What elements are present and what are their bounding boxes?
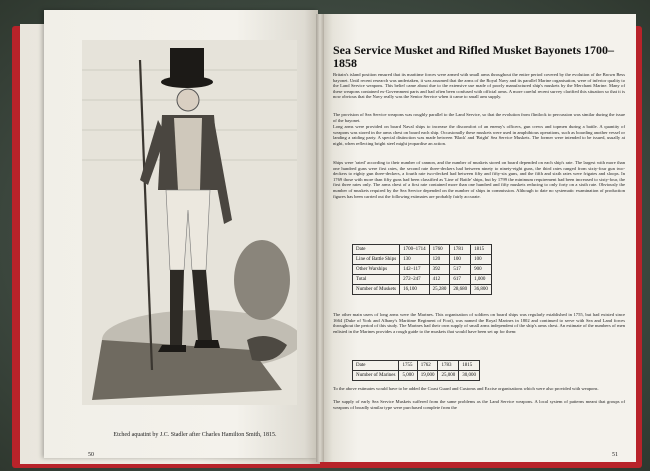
table-row: [353, 245, 492, 255]
table-cell: 1815: [471, 245, 492, 255]
soldier-etching: [82, 40, 297, 405]
table-cell: Other Warships: [353, 265, 400, 275]
table-cell: Number of Marines: [353, 371, 399, 381]
table-cell: Line of Battle Ships: [353, 255, 400, 265]
table-cell: 1760: [429, 245, 450, 255]
paragraph-4: Ships were 'rated' according to their number of cannon, and the number of muskets stored on board depended on each ship's rate. The largest with more than one hundred guns were first rates, the second rate three-deckers had between ninety to ninety-eight guns, the third rates ranged from sixty-four gun two-deckers to eighty gun three-deckers, a fourth rate two-decked had between fifty and fifty-six guns, and the fifth and sixth rates were frigates and sloops. In 1769 those with more than fifty guns had been classified as 'Line of Battle' ships, but by 1799 the minimum requirement had been increased to sixty-four, the first three rates only. The arms chest of a first rate contained more than one hundred and fifty muskets reducing to only forty on a sixth rate. Obviously the number of muskets required by the Sea Service depended on the number of ships in commission. Although to date no systematic examination of production figures has been carried out the following estimates are probably fairly accurate.: [333, 160, 625, 199]
table-cell: 25,000: [438, 371, 459, 381]
table-cell: 1783: [438, 361, 459, 371]
paragraph-1: Britain's island position ensured that its maritime forces were armed with small arms throughout the entire period covered by the evolution of the Brown Bess bayonet. Until recent research was undertaken, it was assumed that the arms of the Royal Navy and its parallel Marine organisation, were of inferior quality to the Land Service weapons. This belief came about due to the extensive use made of poorly manufactured ship's muskets by the Merchant Marine. Many of these weapons contained ex-Government parts and had often been confused with official arms. A more careful recent survey clarified this situation so that it is now obvious that the Navy really was the Senior Service when it came to small arm supply.: [333, 72, 625, 100]
paragraph-3: Long arms were provided on board Naval ships to increase the discomfort of an enemy's officers, gun crews and topmen during a battle. A quantity of weapons was stored in the arms chest on board each ship. Occasionally these muskets were used in amphibious operations, such as boarding another vessel or landing a raiding party. A special distinction was made between 'Black' and 'Bright' Sea Service Muskets. The former were intended to be issued, usually at night, when reflecting bright steel might jeopardise an action.: [333, 124, 625, 146]
table-cell: 142–117: [400, 265, 430, 275]
table-cell: 517: [450, 265, 471, 275]
table-cell: 16,100: [400, 285, 430, 295]
table-row: [353, 255, 492, 265]
table-cell: 617: [450, 275, 471, 285]
table-row: [353, 265, 492, 275]
table-cell: Number of Muskets: [353, 285, 400, 295]
table-cell: Date: [353, 361, 399, 371]
table-cell: 272–247: [400, 275, 430, 285]
chapter-title: Sea Service Musket and Rifled Musket Bayonets 1700–1858: [333, 43, 614, 70]
table-cell: 1,000: [471, 275, 492, 285]
marines-table: [352, 360, 480, 381]
table-cell: 28,680: [450, 285, 471, 295]
table-cell: 900: [471, 265, 492, 275]
table-row: [353, 371, 480, 381]
page-number-left: 50: [88, 452, 94, 458]
table-cell: 36,800: [471, 285, 492, 295]
table-cell: 1755: [399, 361, 417, 371]
table-cell: 412: [429, 275, 450, 285]
table-cell: 130: [400, 255, 430, 265]
paragraph-2: The provision of Sea Service weapons was roughly parallel to the Land Service, so that the evolution from flintlock to percussion was similar during the issue of the bayonet.: [333, 112, 625, 123]
table-cell: 30,000: [459, 371, 480, 381]
table-cell: 25,280: [429, 285, 450, 295]
paragraph-7: The supply of early Sea Service Muskets suffered from the same problems as the Land Service weapons. A local system of patterns meant that groups of weapons of broadly similar type were purchased complete from the: [333, 399, 625, 410]
table-cell: Date: [353, 245, 400, 255]
table-row: [353, 285, 492, 295]
table-cell: 1781: [450, 245, 471, 255]
table-row: [353, 361, 480, 371]
book-spine: [316, 14, 324, 462]
plate-caption: Etched aquatint by J.C. Stadler after Charles Hamilton Smith, 1815.: [113, 432, 277, 438]
table-cell: 100: [471, 255, 492, 265]
table-cell: 100: [450, 255, 471, 265]
table-cell: Total: [353, 275, 400, 285]
table-cell: 392: [429, 265, 450, 275]
table-cell: 1700–1714: [400, 245, 430, 255]
page-number-right: 51: [612, 452, 618, 458]
paragraph-6: To the above estimates would have to be added the Coast Guard and Customs and Excise organisations which were also provided with weapons.: [333, 386, 599, 391]
table-cell: 1762: [417, 361, 438, 371]
table-row: [353, 275, 492, 285]
table-cell: 1815: [459, 361, 480, 371]
paragraph-5: The other main users of long arms were the Marines. This organisation of soldiers on board ships was regularly established in 1755, but had existed since 1664 (Duke of York and Albany's Maritime Regiment of Foot), was named the Royal Marines in 1802 and continued to serve with Sea and Land forces throughout the period of this study. The Marines had their own supply of small arms independent of the ship's arms chest. An estimate of the numbers of men enlisted in the Marines provides a rough guide to the muskets that would have been set up for them:: [333, 312, 625, 334]
table-cell: 5,000: [399, 371, 417, 381]
table-cell: 120: [429, 255, 450, 265]
table-cell: 19,000: [417, 371, 438, 381]
muskets-table: [352, 244, 492, 295]
